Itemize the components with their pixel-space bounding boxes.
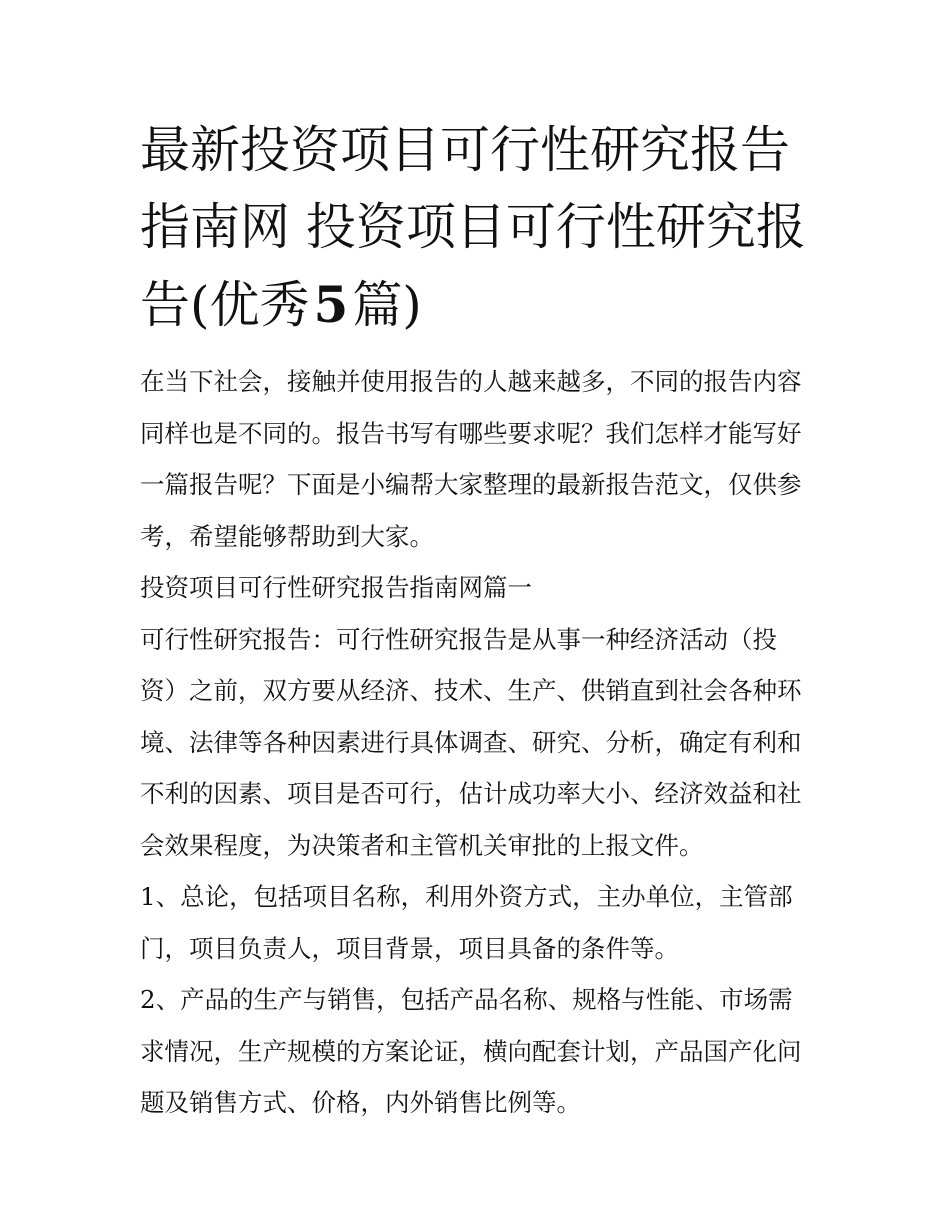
paragraph-line: 2、产品的生产与销售，包括产品名称、规格与性能、市场需: [140, 985, 793, 1014]
list-item-2: [140, 974, 820, 1129]
paragraph-line: 在当下社会，接触并使用报告的人越来越多，不同的报告内容: [140, 367, 802, 396]
title-line-3-part-2: 篇): [352, 276, 422, 334]
title-line-1: 最新投资项目可行性研究报告: [140, 121, 790, 179]
list-item-1: [140, 871, 820, 974]
paragraph-line: 题及销售方式、价格，内外销售比例等。: [140, 1088, 581, 1117]
paragraph-line: 门，项目负责人，项目背景，项目具备的条件等。: [140, 933, 679, 963]
paragraph-line: 境、法律等各种因素进行具体调查、研究、分析，确定有利和: [140, 727, 802, 757]
paragraph-line: 求情况，生产规模的方案论证，横向配套计划，产品国产化问: [140, 1036, 802, 1066]
paragraph-line: 一篇报告呢？下面是小编帮大家整理的最新报告范文，仅供参: [140, 470, 802, 499]
paragraph-line: 可行性研究报告：可行性研究报告是从事一种经济活动（投: [140, 624, 777, 654]
intro-paragraph: [140, 356, 820, 562]
section-heading-text: 投资项目可行性研究报告指南网篇一: [140, 573, 532, 602]
paragraph-line: 会效果程度，为决策者和主管机关审批的上报文件。: [140, 830, 704, 860]
paragraph-line: 1、总论，包括项目名称，利用外资方式，主办单位，主管部: [140, 882, 793, 911]
definition-paragraph: [140, 614, 820, 872]
title-line-2: 指南网 投资项目可行性研究报: [140, 198, 806, 256]
title-line-3: [140, 266, 820, 344]
paragraph-line: 不利的因素、项目是否可行，估计成功率大小、经济效益和社: [140, 779, 802, 808]
paragraph-line: 资）之前，双方要从经济、技术、生产、供销直到社会各种环: [140, 676, 802, 705]
document-title: [140, 112, 820, 344]
paragraph-line: 同样也是不同的。报告书写有哪些要求呢？我们怎样才能写好: [140, 418, 802, 448]
title-line-3-number: 5: [313, 275, 349, 334]
title-line-3-part-1: 告(优秀: [140, 276, 310, 334]
document-body: [140, 356, 820, 1129]
section-heading: [140, 562, 820, 614]
paragraph-line: 考，希望能够帮助到大家。: [140, 521, 434, 551]
